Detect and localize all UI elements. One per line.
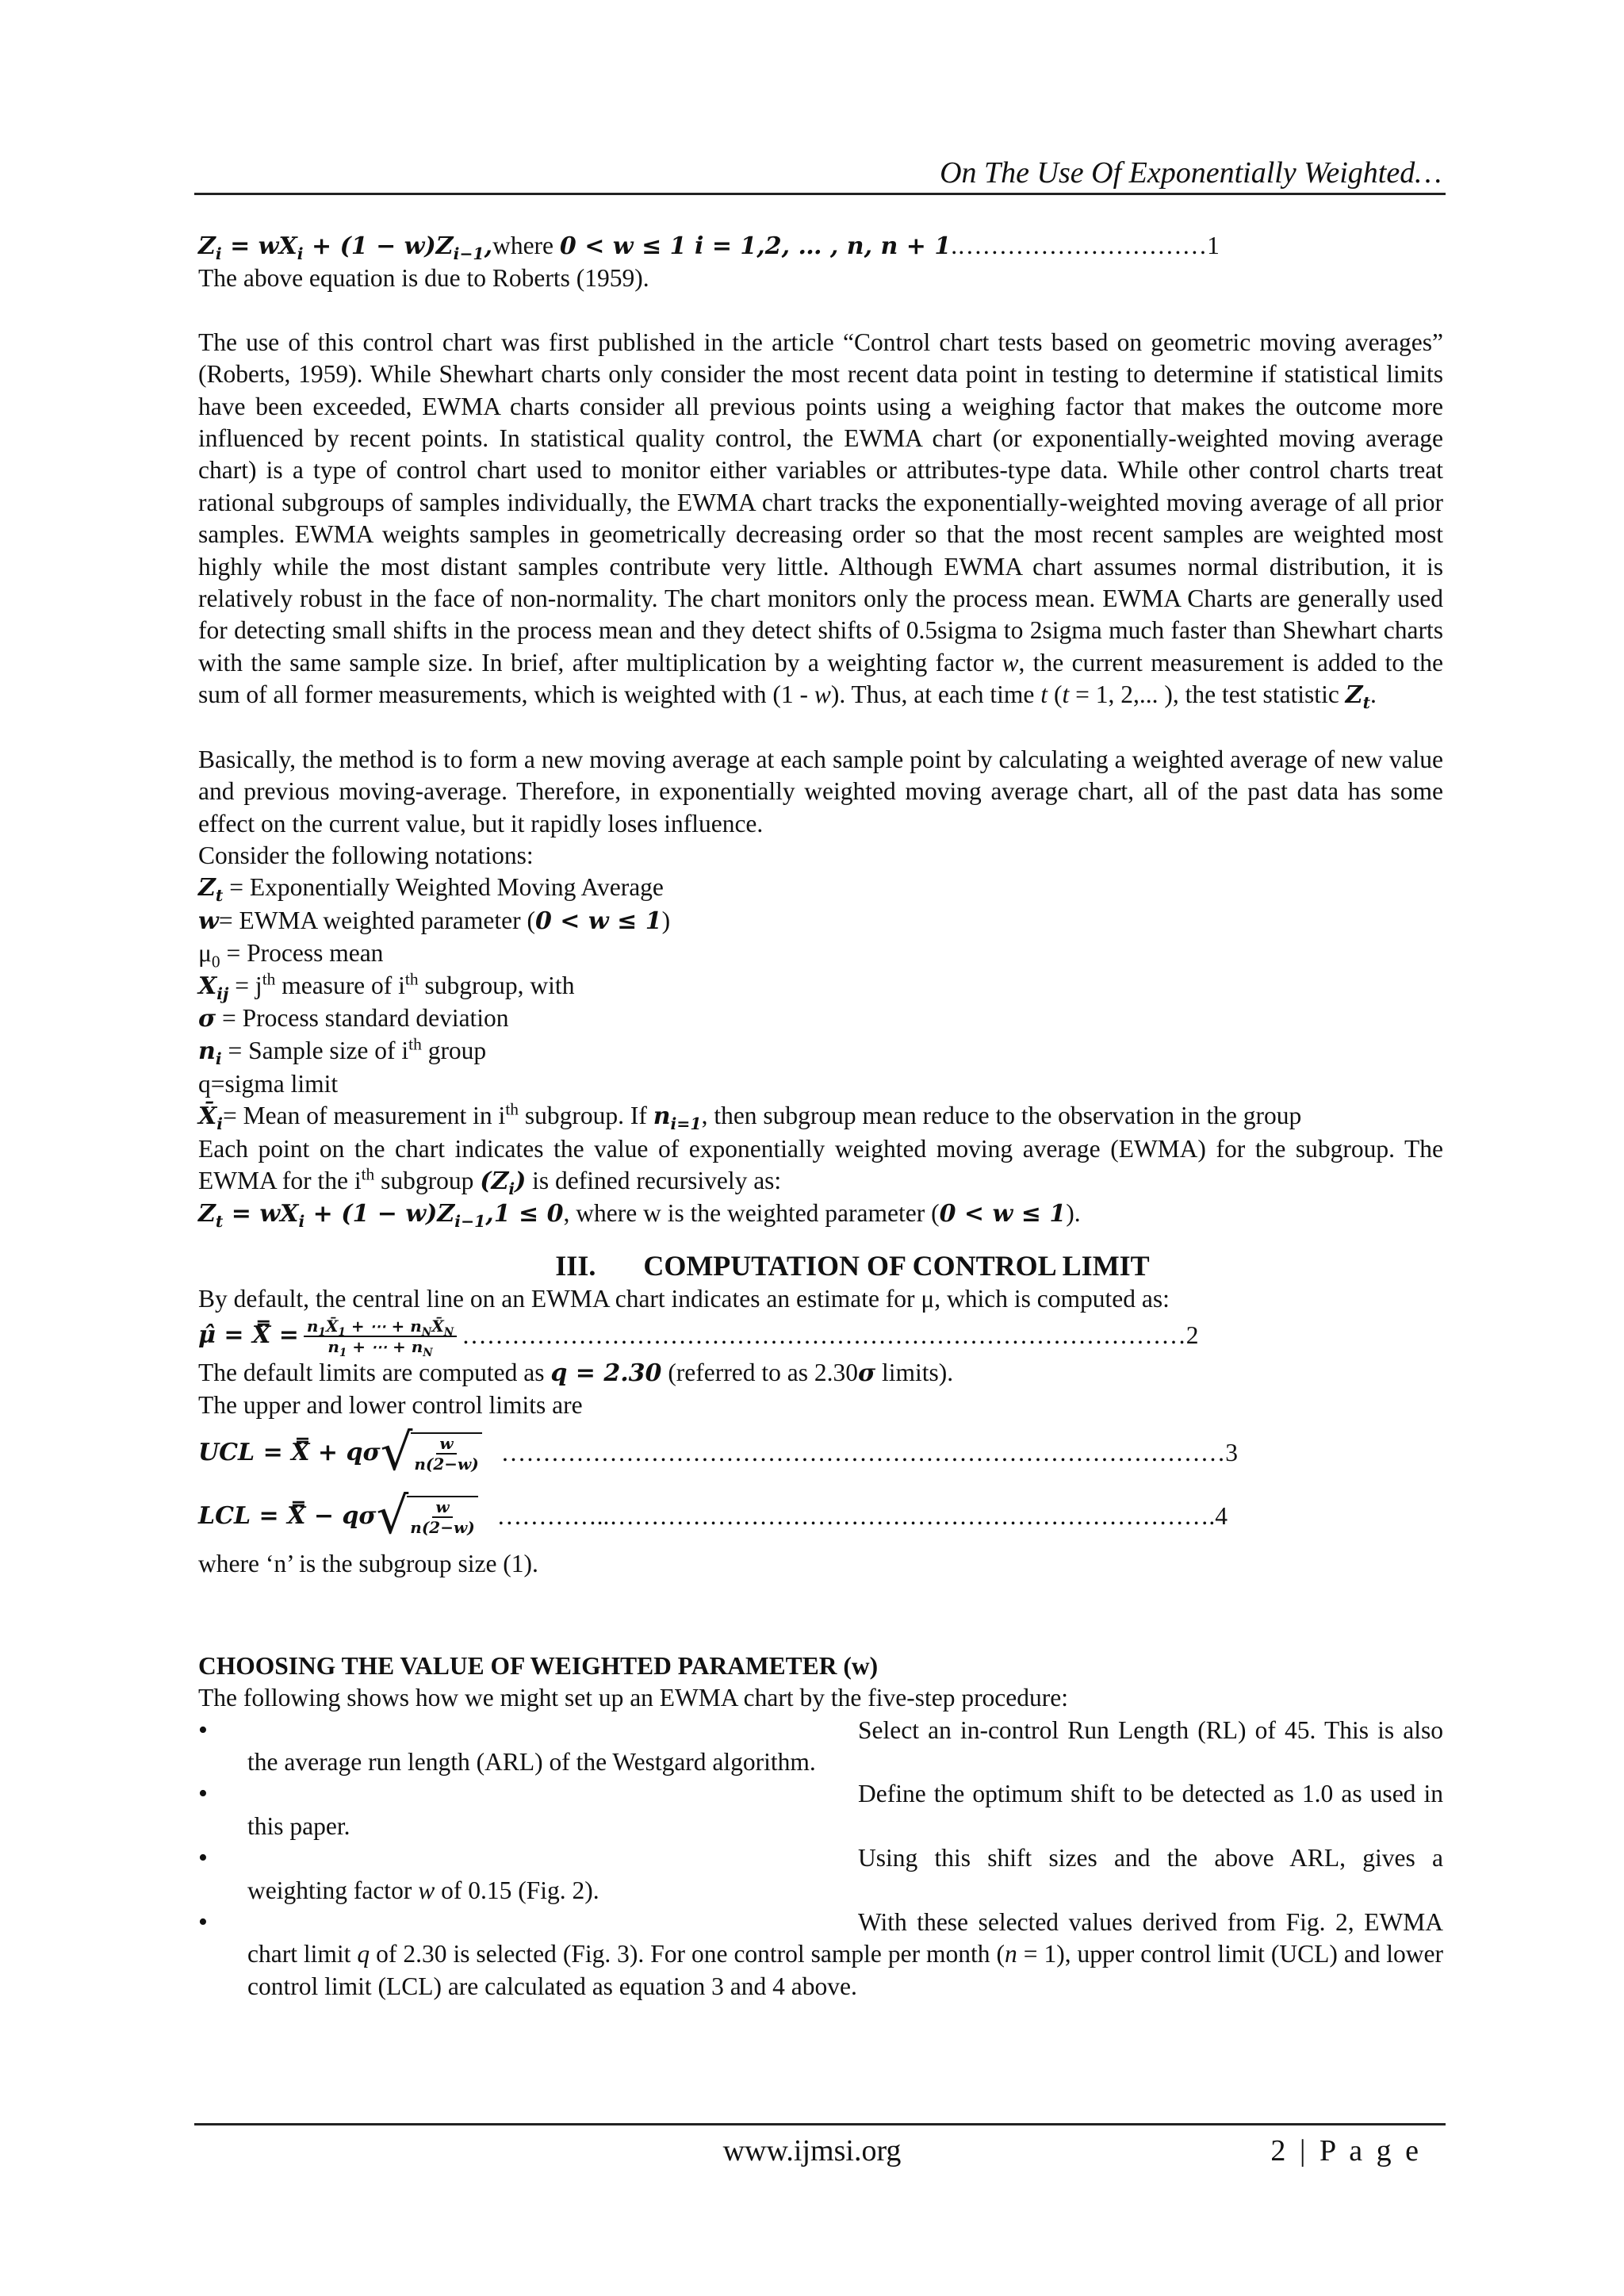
intro-paragraph-1: The use of this control chart was first published in the article “Control chart tests based on geometric moving averages” (Roberts, 1959). While Shewhart charts only consider the most recent data point in testing to determine if statistical limits have been exceeded, EWMA charts consider all previous points using a weighing factor that makes the outcome more influenced by recent points. In statistical quality control, the EWMA chart (or exponentially-weighted moving average chart) is a type of control chart used to monitor either variables or attributes-type data. While other control charts treat rational subgroups of samples individually, the EWMA chart tracks the exponentially-weighted moving average of all prior samples. EWMA weights samples in geometrically decreasing order so that the most recent samples are weighted most highly while the most distant samples contribute very little. Although EWMA chart assumes normal distribution, it is relatively robust in the face of non-normality. The chart monitors only the process mean. EWMA Charts are generally used for detecting small shifts in the process mean and they detect shifts of 0.5sigma to 2sigma much faster than Shewhart charts with the same sample size. In brief, after multiplication by a weighting factor w, the current measurement is added to the sum of all former measurements, which is weighted with (1 - w). Thus, at each time t (t = 1, 2,... ), the test statistic $Z_t$. <box>198 328 1444 713</box>
choosing-intro: The following shows how we might set up an EWMA chart by the five-step procedure: <box>198 1684 1068 1712</box>
procedure-list <box>198 1715 1443 2003</box>
section-heading: III. COMPUTATION OF CONTROL LIMIT <box>555 1249 1150 1282</box>
notation-w: w= EWMA weighted parameter (0 < w ≤ 1) <box>198 906 671 935</box>
section-intro: By default, the central line on an EWMA chart indicates an estimate for μ, which is computed as: <box>198 1285 1170 1313</box>
equation-attribution: The above equation is due to Roberts (1959). <box>198 264 649 293</box>
running-header: On The Use Of Exponentially Weighted… <box>940 156 1442 190</box>
upper-lower-text: The upper and lower control limits are <box>198 1391 583 1419</box>
default-limits: The default limits are computed as q = 2.30 (referred to as 2.30σ limits). <box>198 1358 954 1387</box>
footer-url[interactable]: www.ijmsi.org <box>722 2134 902 2168</box>
intro-paragraph-2: Basically, the method is to form a new moving average at each sample point by calculating a weighted average of new value and previous moving-average. Therefore, in exponentially weighted moving average chart, all of the past data has some effect on the current value, but it rapidly loses influence. <box>198 745 1443 838</box>
notation-sigma: σ = Process standard deviation <box>198 1003 509 1033</box>
choosing-heading: CHOOSING THE VALUE OF WEIGHTED PARAMETER (w) <box>198 1651 879 1680</box>
page-number: 2 | P a g e <box>1270 2134 1422 2168</box>
notation-zt: $Z_t$ = Exponentially Weighted Moving Average <box>198 873 664 906</box>
notation-xij: $X_{ij} = j^{th}$ measure of $i^{th}$ subgroup, with <box>198 969 575 1003</box>
where-n: where ‘n’ is the subgroup size (1). <box>198 1550 538 1578</box>
procedure-step-1: • Select an in-control Run Length (RL) of 45. This is also the average run length (ARL) of the Westgard algorithm. <box>198 1715 1443 1779</box>
footer-rule <box>194 2123 1446 2125</box>
page-body <box>198 230 1443 2003</box>
equation-3-ucl: UCL = X̿ + qσ √ $\frac{w}{n(2-w)}$ …………………………………………………………………………… 3 <box>198 1424 1238 1483</box>
notation-mu0: $\mu_0$ = Process mean <box>198 939 384 972</box>
procedure-step-3: • Using this shift sizes and the above ARL, gives a weighting factor w of 0.15 (Fig. 2). <box>198 1842 1443 1907</box>
recursive-equation: $Z_t = wX_i + (1 - w)Z_{i-1},1 \le 0$, where w is the weighted parameter (0 < w ≤ 1). <box>198 1199 1081 1232</box>
procedure-step-4: • With these selected values derived from Fig. 2, EWMA chart limit q of 2.30 is selected (Fig. 3). For one control sample per month (n = 1), upper control limit (UCL) and lower control limit (LCL) are calculated as equation 3 and 4 above. <box>198 1907 1443 2003</box>
notation-ni: $n_i$ = Sample size of $i^{th}$ group <box>198 1034 487 1069</box>
procedure-step-2: • Define the optimum shift to be detected as 1.0 as used in this paper. <box>198 1778 1443 1842</box>
equation-2: μ̂ = X̿ = $\frac{n_1X̄_1 + \cdots + n_NX̄_N}{n_1 + \cdots + n_N}$ …………………………………………………………………………… 2 <box>198 1316 1199 1359</box>
notations-intro: Consider the following notations: <box>198 841 534 869</box>
equation-1: $Z_i = wX_i + (1$ − $w)Z_{i-1},where$ 0 < w ≤ 1 i = 1,2, … , n, n + 1.…………………………1 <box>198 232 1220 263</box>
notation-q: q=sigma limit <box>198 1069 339 1098</box>
header-rule <box>194 193 1446 195</box>
notation-xbar: $X̄_i=$ Mean of measurement in $i^{th}$ subgroup. If $n_{i=1}$, then subgroup mean reduce to the observation in the group <box>198 1099 1302 1134</box>
equation-4-lcl: LCL = X̿ − qσ √ $\frac{w}{n(2-w)}$ …………..………………………………………………………………. 4 <box>198 1487 1228 1547</box>
each-point-paragraph: Each point on the chart indicates the value of exponentially weighted moving average (EWMA) for the subgroup. The EWMA for the $i^{th}$ subgroup $(Z_i)$ is defined recursively as: <box>198 1134 1443 1198</box>
